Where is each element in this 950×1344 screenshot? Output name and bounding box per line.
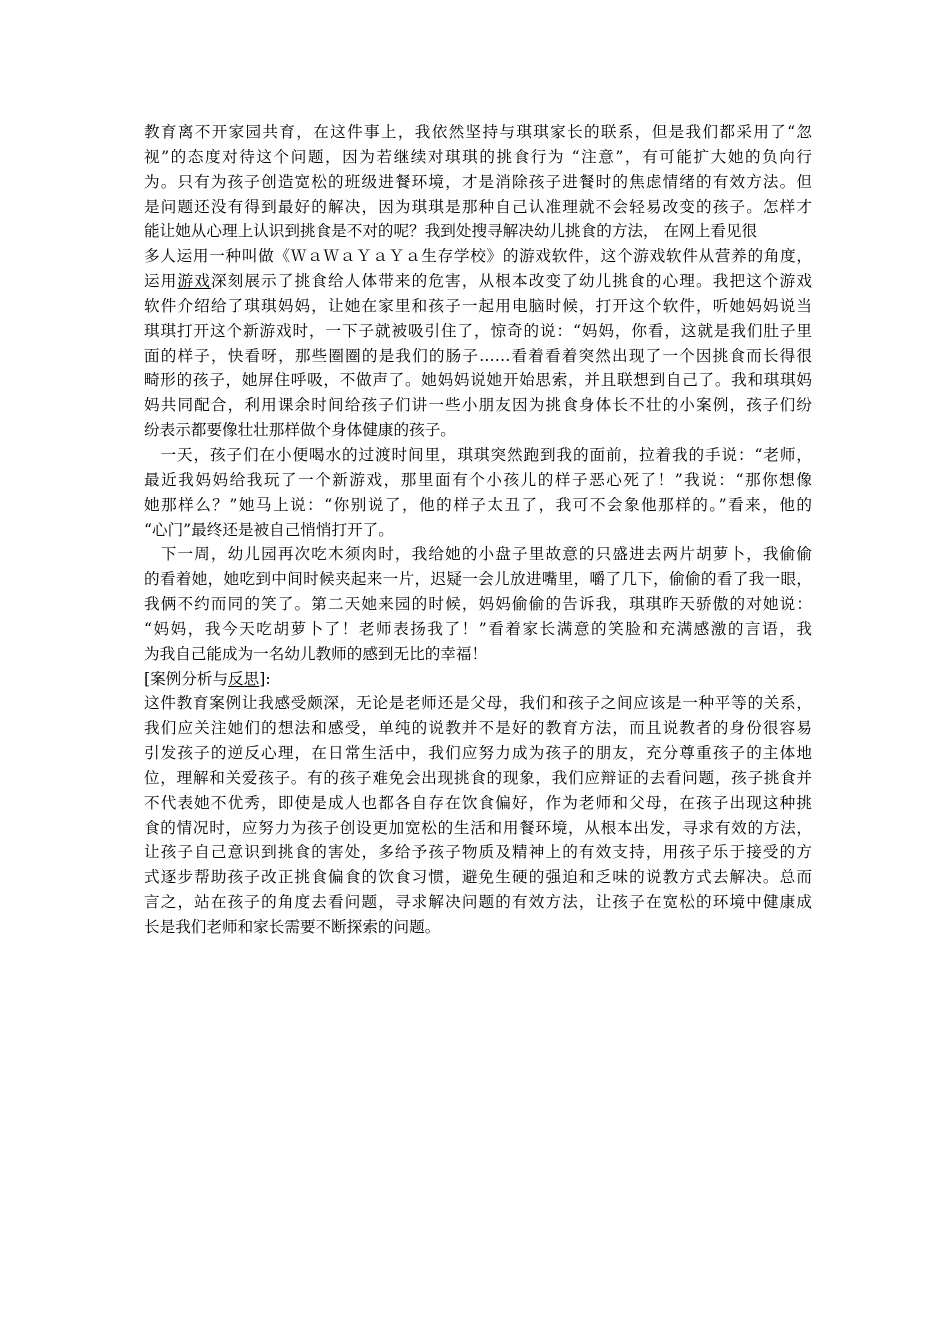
text-line: 为。只有为孩子创造宽松的班级进餐环境，才是消除孩子进餐时的焦虑情绪的有效方法。但 [144, 172, 812, 191]
text-segment: ]: [259, 669, 271, 688]
text-line: 式逐步帮助孩子改正挑食偏食的饮食习惯，避免生硬的强迫和乏味的说教方式去解决。总而 [144, 868, 812, 887]
text-line: 纷表示都要像壮壮那样做个身体健康的孩子。 [144, 421, 456, 440]
text-line: 教育离不开家园共育，在这件事上，我依然坚持与琪琪家长的联系，但是我们都采用了“忽 [144, 123, 812, 141]
text-line: 软件介绍给了琪琪妈妈，让她在家里和孩子一起用电脑时候，打开这个软件，听她妈妈说当 [144, 296, 812, 315]
text-line: 一天，孩子们在小便喝水的过渡时间里，琪琪突然跑到我的面前，拉着我的手说：“老师， [144, 445, 812, 464]
text-line: 妈共同配合，利用课余时间给孩子们讲一些小朋友因为挑食身体长不壮的小案例，孩子们纷 [144, 396, 812, 415]
text-line: 下一周，幼儿园再次吃木须肉时，我给她的小盘子里故意的只盛进去两片胡萝卜，我偷偷 [144, 545, 812, 564]
text-line: 这件教育案例让我感受颇深，无论是老师还是父母，我们和孩子之间应该是一种平等的关系， [144, 694, 812, 713]
text-line: 为我自己能成为一名幼儿教师的感到无比的幸福！ [144, 644, 488, 663]
underlined-link-text[interactable]: 反思 [228, 669, 260, 688]
text-segment: 深刻展示了挑食给人体带来的危害，从根本改变了幼儿挑食的心理。我把这个游戏 [210, 272, 812, 291]
text-segment: [案例分析与 [144, 669, 229, 688]
text-line: 她那样么？”她马上说：“你别说了，他的样子太丑了，我可不会象他那样的。”看来，他的 [144, 495, 812, 514]
text-line: 是问题还没有得到最好的解决，因为琪琪是那种自己认准理就不会轻易改变的孩子。怎样才 [144, 197, 812, 216]
text-line: 能让她从心理上认识到挑食是不对的呢？我到处搜寻解决幼儿挑食的方法， 在网上看见很 [144, 222, 758, 241]
text-line: 食的情况时，应努力为孩子创设更加宽松的生活和用餐环境，从根本出发，寻求有效的方法， [144, 818, 812, 837]
text-line: 畸形的孩子，她屏住呼吸，不做声了。她妈妈说她开始思索，并且联想到自己了。我和琪琪妈 [144, 371, 812, 390]
text-line: 视”的态度对待这个问题，因为若继续对琪琪的挑食行为 “注意”，有可能扩大她的负向行 [144, 147, 812, 166]
text-line: 的看着她，她吃到中间时候夹起来一片，迟疑一会儿放进嘴里，嚼了几下，偷偷的看了我一眼， [144, 570, 812, 589]
text-line: 言之，站在孩子的角度去看问题，寻求解决问题的有效方法，让孩子在宽松的环境中健康成 [144, 893, 812, 912]
text-line: 让孩子自己意识到挑食的害处，多给予孩子物质及精神上的有效支持，用孩子乐于接受的方 [144, 843, 812, 862]
text-line: 位，理解和关爱孩子。有的孩子难免会出现挑食的现象，我们应辩证的去看问题，孩子挑食并 [144, 768, 812, 787]
text-line [144, 269, 812, 294]
text-line: “妈妈，我今天吃胡萝卜了！老师表扬我了！”看着家长满意的笑脸和充满感激的言语，我 [144, 619, 812, 638]
text-line: 面的样子，快看呀，那些圈圈的是我们的肠子……看着看着突然出现了一个因挑食而长得很 [144, 346, 812, 365]
underlined-link-text[interactable]: 游戏 [177, 272, 211, 291]
text-line: 引发孩子的逆反心理，在日常生活中，我们应努力成为孩子的朋友，充分尊重孩子的主体地 [144, 744, 812, 763]
text-line: 不代表她不优秀，即使是成人也都各自存在饮食偏好，作为老师和父母，在孩子出现这种挑 [144, 793, 812, 812]
text-line [144, 667, 812, 692]
text-line: 多人运用一种叫做《ＷａＷａＹａＹａ生存学校》的游戏软件，这个游戏软件从营养的角度， [144, 247, 812, 266]
text-line: 我们应关注她们的想法和感受，单纯的说教并不是好的教育方法，而且说教者的身份很容易 [144, 719, 812, 738]
document-body [144, 120, 812, 940]
text-segment: 运用 [144, 272, 178, 291]
text-line: 长是我们老师和家长需要不断探索的问题。 [144, 918, 441, 936]
text-line: 琪琪打开这个新游戏时，一下子就被吸引住了，惊奇的说：“妈妈，你看，这就是我们肚子里 [144, 321, 812, 340]
text-line: “心门”最终还是被自己悄悄打开了。 [144, 520, 394, 539]
text-line: 我俩不约而同的笑了。第二天她来园的时候，妈妈偷偷的告诉我，琪琪昨天骄傲的对她说： [144, 595, 812, 614]
text-line: 最近我妈妈给我玩了一个新游戏，那里面有个小孩儿的样子恶心死了！”我说：“那你想像 [144, 470, 812, 489]
